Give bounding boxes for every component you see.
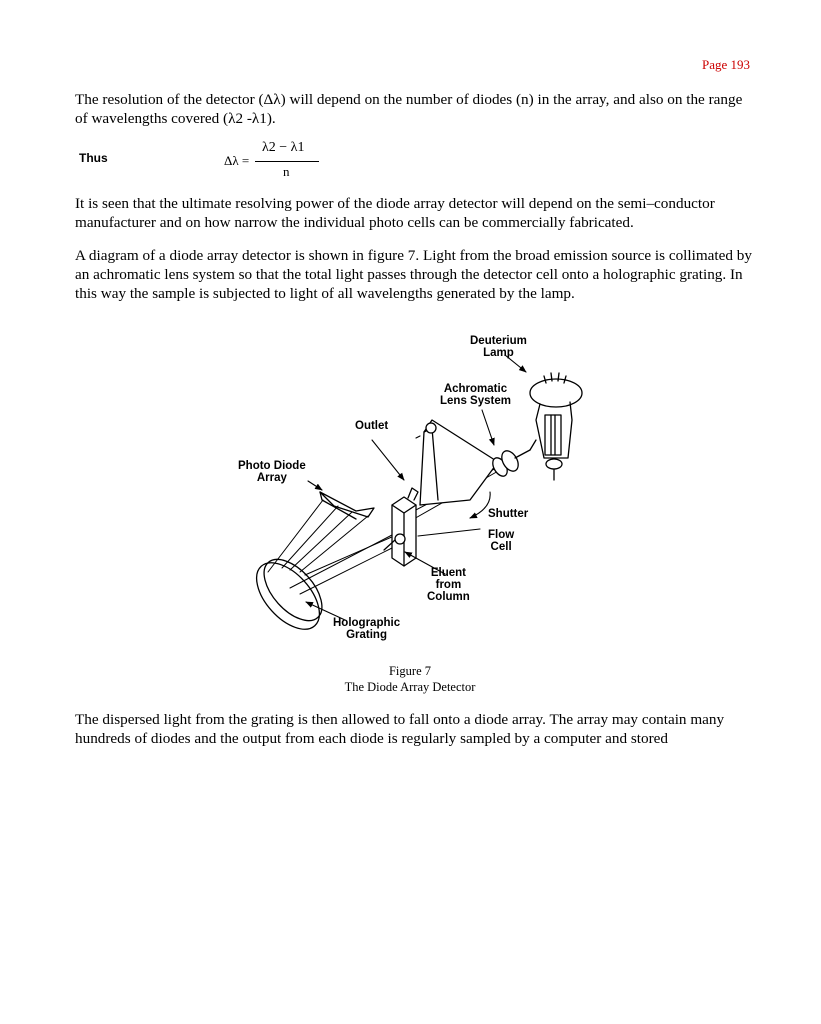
equation-numerator: λ2 − λ1 <box>262 140 305 155</box>
page-number: Page 193 <box>701 57 750 72</box>
deuterium-lamp <box>530 373 582 480</box>
holographic-grating <box>245 549 333 640</box>
paragraph-resolution: The resolution of the detector (Δλ) will depend on the number of diodes (n) in the array, and also on the range of wavelengths covered (λ2 -λ1). <box>75 91 743 127</box>
paragraph-dispersed-light: The dispersed light from the grating is then allowed to fall onto a diode array. The array may contain many hundreds of diodes and the output from each diode is regularly sampled by a computer and stored <box>75 711 725 747</box>
label-flow-cell: Flow Cell <box>488 529 515 553</box>
label-outlet: Outlet <box>355 420 389 432</box>
figure-caption-number: Figure 7 <box>388 664 431 678</box>
achromatic-lens-system <box>420 420 530 505</box>
label-eluent-from-column: Eluent from Column <box>427 567 470 603</box>
label-deuterium-lamp: Deuterium Lamp <box>470 335 527 359</box>
equation-denominator: n <box>283 164 290 179</box>
figure-caption-title: The Diode Array Detector <box>344 680 476 694</box>
equation-thus-label: Thus <box>79 151 108 165</box>
label-shutter: Shutter <box>488 508 529 520</box>
label-holographic-grating: Holographic Grating <box>333 617 401 641</box>
equation-fraction-bar <box>255 161 319 162</box>
photo-diode-array <box>320 492 374 519</box>
paragraph-resolving-power: It is seen that the ultimate resolving power of the diode array detector will depend on the semi–conductor manufacturer and on how narrow the individual photo cells can be commercially fabricated. <box>75 195 715 231</box>
label-photo-diode-array: Photo Diode Array <box>238 460 306 484</box>
flow-cell <box>384 488 418 566</box>
diode-array-diagram <box>230 330 590 650</box>
label-achromatic-lens-system: Achromatic Lens System <box>440 383 511 407</box>
equation-lhs: Δλ = <box>224 153 250 168</box>
paragraph-diagram-intro: A diagram of a diode array detector is shown in figure 7. Light from the broad emission source is collimated by an achromatic lens system so that the total light passes through the detector cell onto a holographic grating. In this way the sample is subjected to light of all wavelengths generated by the lamp. <box>75 247 752 302</box>
